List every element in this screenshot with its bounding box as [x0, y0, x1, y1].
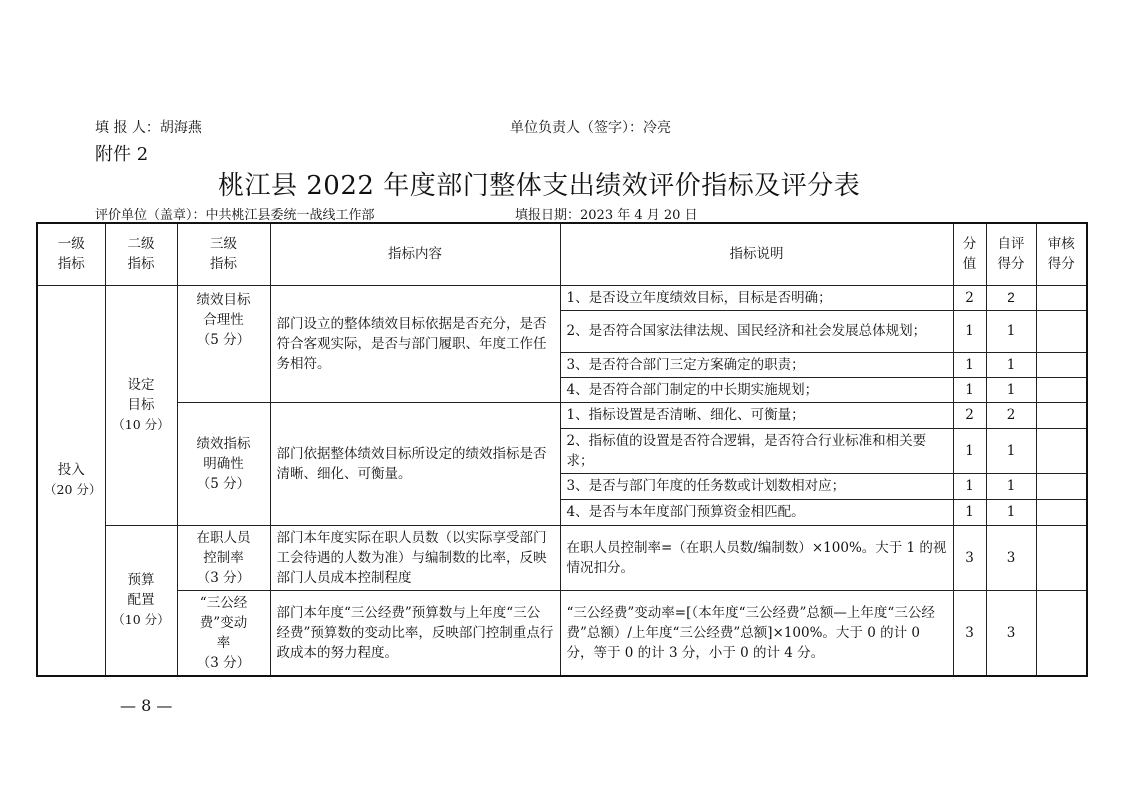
g2-sub2-self: 3	[986, 590, 1036, 676]
g2-sub2-cell	[177, 590, 270, 676]
group2-points: （10 分）	[112, 612, 170, 627]
g2-sub1-content: 部门本年度实际在职人员数（以实际享受部门工会待遇的人数为准）与编制数的比率，反映部门人员成本控制程度	[270, 525, 560, 590]
g1-sub2-cell	[177, 402, 270, 525]
level1-name: 投入	[57, 462, 85, 478]
page-title: 桃江县 2022 年度部门整体支出绩效评价指标及评分表	[218, 171, 861, 201]
g1-sub1-points: （5 分）	[196, 331, 251, 348]
g2-sub1-score: 3	[953, 525, 986, 590]
group2-cell	[105, 525, 177, 676]
table-row	[37, 285, 1087, 310]
g1-sub1-desc-1: 1、是否设立年度绩效目标，目标是否明确；	[560, 285, 953, 310]
unit-label: 评价单位（盖章）：	[95, 208, 206, 223]
g1-sub1-score-1: 2	[953, 285, 986, 310]
table-row	[37, 525, 1087, 590]
g1-sub2-audit-4	[1036, 499, 1087, 525]
g1-sub1-desc-4: 4、是否符合部门制定的中长期实施规划；	[560, 377, 953, 402]
g2-sub2-points: （3 分）	[196, 654, 251, 671]
g1-sub2-self-3: 1	[986, 473, 1036, 499]
g2-sub1-name: 在职人员 控制率	[196, 529, 251, 566]
header-level3: 三级 指标	[177, 223, 270, 285]
g1-sub2-score-3: 1	[953, 473, 986, 499]
g1-sub1-score-2: 1	[953, 310, 986, 352]
g1-sub2-audit-2	[1036, 428, 1087, 473]
header-audit: 审核 得分	[1036, 223, 1087, 285]
g2-sub1-audit	[1036, 525, 1087, 590]
g1-sub2-self-1: 2	[986, 402, 1036, 428]
group1-cell	[105, 285, 177, 525]
group1-points: （10 分）	[112, 417, 170, 432]
g1-sub2-content: 部门依据整体绩效目标所设定的绩效指标是否清晰、细化、可衡量。	[270, 402, 560, 525]
g1-sub1-audit-2	[1036, 310, 1087, 352]
responsible-name: 冷亮	[643, 120, 671, 136]
filler-line	[95, 117, 202, 137]
table-header-row	[37, 223, 1087, 285]
g1-sub1-cell	[177, 285, 270, 402]
header-content: 指标内容	[270, 223, 560, 285]
g1-sub1-score-3: 1	[953, 352, 986, 377]
table-row	[37, 590, 1087, 676]
date-label: 填报日期：	[515, 208, 581, 223]
g2-sub2-content: 部门本年度“三公经费”预算数与上年度“三公经费”预算数的变动比率，反映部门控制重点行政成本的努力程度。	[270, 590, 560, 676]
g2-sub2-desc: “三公经费”变动率=[（本年度“三公经费”总额—上年度“三公经费”总额）/上年度“三公经费”总额]×100%。大于 0 的计 0 分，等于 0 的计 3 分，小于 0 的计 4 分。	[560, 590, 953, 676]
g2-sub1-points: （3 分）	[196, 569, 251, 586]
group2-name: 预算 配置	[127, 572, 155, 608]
g2-sub1-cell	[177, 525, 270, 590]
page-number: — 8 —	[120, 696, 173, 715]
g1-sub2-desc-2: 2、指标值的设置是否符合逻辑，是否符合行业标准和相关要求；	[560, 428, 953, 473]
g1-sub1-self-2: 1	[986, 310, 1036, 352]
attachment-label: 附件 2	[95, 144, 149, 165]
g1-sub2-name: 绩效指标 明确性	[196, 435, 251, 472]
g1-sub1-score-4: 1	[953, 377, 986, 402]
header-score: 分 值	[953, 223, 986, 285]
g1-sub2-score-4: 1	[953, 499, 986, 525]
g1-sub2-desc-1: 1、指标设置是否清晰、细化、可衡量；	[560, 402, 953, 428]
g2-sub2-name: “三公经 费”变动 率	[199, 594, 248, 651]
g1-sub1-audit-4	[1036, 377, 1087, 402]
evaluation-table	[36, 222, 1088, 677]
g1-sub1-audit-3	[1036, 352, 1087, 377]
header-self: 自评 得分	[986, 223, 1036, 285]
g1-sub1-self-4: 1	[986, 377, 1036, 402]
unit-name: 中共桃江县委统一战线工作部	[205, 208, 375, 223]
header-level2: 二级 指标	[105, 223, 177, 285]
g1-sub1-self-1: 2	[986, 285, 1036, 310]
filler-label: 填 报 人：	[95, 120, 160, 136]
g1-sub2-score-2: 1	[953, 428, 986, 473]
group1-name: 设定 目标	[127, 377, 155, 413]
g1-sub2-score-1: 2	[953, 402, 986, 428]
g1-sub1-audit-1	[1036, 285, 1087, 310]
g1-sub2-self-4: 1	[986, 499, 1036, 525]
g2-sub2-audit	[1036, 590, 1087, 676]
filler-name: 胡海燕	[159, 120, 202, 136]
responsible-line	[510, 117, 671, 137]
g1-sub1-name: 绩效目标 合理性	[196, 291, 251, 328]
g1-sub1-desc-2: 2、是否符合国家法律法规、国民经济和社会发展总体规划；	[560, 310, 953, 352]
g1-sub2-audit-3	[1036, 473, 1087, 499]
g1-sub2-points: （5 分）	[196, 475, 251, 492]
g2-sub1-desc: 在职人员控制率=（在职人员数/编制数）×100%。大于 1 的视情况扣分。	[560, 525, 953, 590]
level1-points: （20 分）	[44, 482, 102, 497]
responsible-label: 单位负责人（签字）：	[510, 120, 643, 136]
g1-sub1-desc-3: 3、是否符合部门三定方案确定的职责；	[560, 352, 953, 377]
header-desc: 指标说明	[560, 223, 953, 285]
g1-sub1-self-3: 1	[986, 352, 1036, 377]
g2-sub1-self: 3	[986, 525, 1036, 590]
g1-sub2-desc-4: 4、是否与本年度部门预算资金相匹配。	[560, 499, 953, 525]
level1-cell	[37, 285, 105, 676]
g2-sub2-score: 3	[953, 590, 986, 676]
g1-sub2-self-2: 1	[986, 428, 1036, 473]
date-value: 2023 年 4 月 20 日	[580, 208, 698, 223]
table-row	[37, 402, 1087, 428]
header-level1: 一级 指标	[37, 223, 105, 285]
unit-line	[95, 204, 375, 223]
g1-sub1-content: 部门设立的整体绩效目标依据是否充分，是否符合客观实际，是否与部门履职、年度工作任务相符。	[270, 285, 560, 402]
g1-sub2-desc-3: 3、是否与部门年度的任务数或计划数相对应；	[560, 473, 953, 499]
g1-sub2-audit-1	[1036, 402, 1087, 428]
date-line	[515, 204, 698, 223]
